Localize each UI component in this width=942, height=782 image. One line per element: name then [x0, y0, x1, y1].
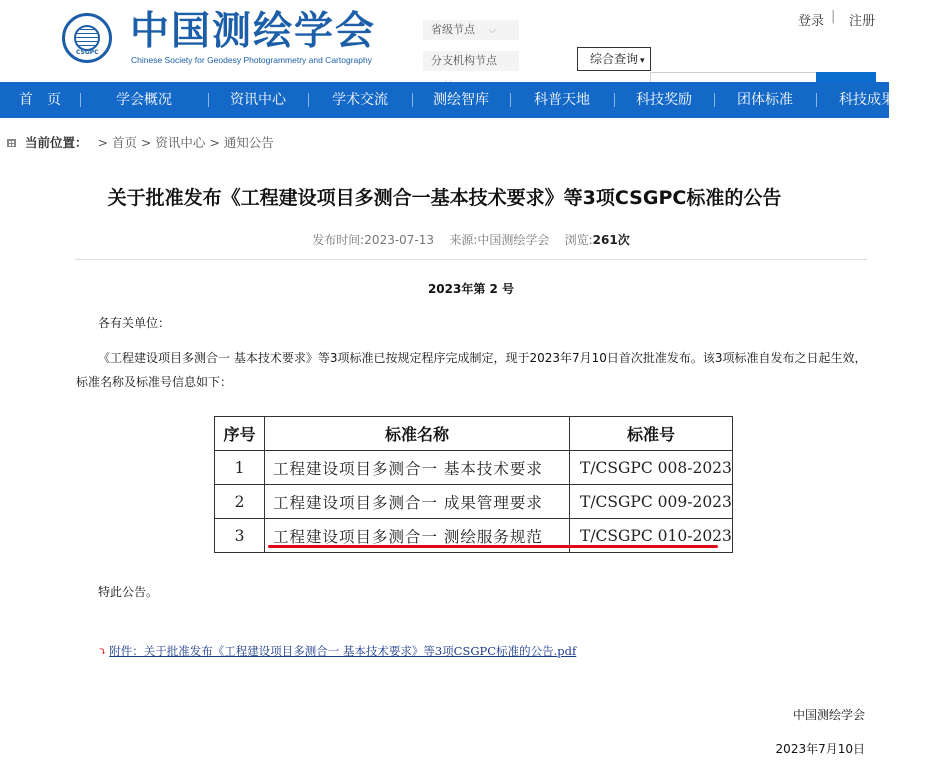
- standards-table: [214, 416, 733, 553]
- login-link[interactable]: 登录: [798, 14, 825, 29]
- branch-node-select[interactable]: [423, 51, 519, 71]
- table-cell-name: 工程建设项目多测合一 基本技术要求: [265, 451, 570, 485]
- signature-date: 2023年7月10日: [775, 742, 865, 756]
- table-cell-index: 1: [215, 451, 265, 485]
- red-highlight-underline: [268, 545, 718, 548]
- article-source: 来源:中国测绘学会: [449, 233, 550, 247]
- salutation: 各有关单位：: [98, 316, 171, 330]
- table-header-index: 序号: [215, 417, 265, 451]
- nav-item-news[interactable]: 资讯中心: [208, 82, 308, 118]
- table-cell-name: 工程建设项目多测合一 成果管理要求: [265, 485, 570, 519]
- table-cell-code: T/CSGPC 010-2023: [570, 519, 733, 553]
- nav-item-awards[interactable]: 科技奖励: [614, 82, 714, 118]
- divider: [75, 259, 867, 260]
- chevron-down-icon: ▾: [640, 56, 645, 66]
- nav-item-achievements[interactable]: 科技成果: [816, 82, 889, 118]
- nav-item-about[interactable]: 学会概况: [80, 82, 208, 118]
- site-header: [0, 0, 889, 82]
- site-title[interactable]: 中国测绘学会: [130, 9, 377, 54]
- table-header-name: 标准名称: [265, 417, 570, 451]
- table-row: [215, 485, 733, 519]
- table-cell-index: 3: [215, 519, 265, 553]
- nav-item-standards[interactable]: 团体标准: [714, 82, 816, 118]
- query-type-label: 综合查询: [590, 52, 639, 66]
- chevron-down-icon: ⌵: [489, 26, 496, 36]
- table-cell-code: T/CSGPC 009-2023: [570, 485, 733, 519]
- query-type-select[interactable]: [577, 47, 651, 71]
- closing-text: 特此公告。: [98, 585, 159, 599]
- site-subtitle: Chinese Society for Geodesy Photogrammetry and Cartography: [131, 55, 372, 65]
- branch-node-label: 分支机构节点: [431, 54, 497, 67]
- body-paragraph: 《工程建设项目多测合一 基本技术要求》等3项标准已按规定程序完成制定，现于2023年7月10日首次批准发布。该3项标准自发布之日起生效，标准名称及标准号信息如下：: [76, 351, 867, 389]
- table-row: [215, 451, 733, 485]
- table-cell-name: 工程建设项目多测合一 测绘服务规范: [265, 519, 570, 553]
- document-number: 2023年第 2 号: [427, 282, 515, 296]
- page-title: 关于批准发布《工程建设项目多测合一基本技术要求》等3项CSGPC标准的公告: [107, 187, 782, 209]
- society-emblem-icon[interactable]: [62, 13, 112, 63]
- table-cell-code: T/CSGPC 008-2023: [570, 451, 733, 485]
- table-header-row: [215, 417, 733, 451]
- table-header-code: 标准号: [570, 417, 733, 451]
- publish-time: 发布时间:2023-07-13: [312, 233, 435, 247]
- attachment-link[interactable]: [98, 643, 576, 659]
- pdf-file-icon: ⤵: [98, 645, 108, 658]
- views-count: 261次: [592, 233, 630, 247]
- emblem-text: CSGPC: [76, 49, 99, 56]
- header-separator: |: [831, 9, 836, 24]
- attachment-label: 附件：关于批准发布《工程建设项目多测合一 基本技术要求》等3项CSGPC标准的公告.pdf: [109, 644, 577, 658]
- nav-item-academic[interactable]: 学术交流: [308, 82, 412, 118]
- home-icon: [6, 137, 17, 148]
- breadcrumb: [6, 133, 274, 151]
- breadcrumb-path[interactable]: > 首页 > 资讯中心 > 通知公告: [97, 135, 274, 150]
- nav-item-science[interactable]: 科普天地: [510, 82, 614, 118]
- article-meta: [0, 231, 942, 248]
- table-cell-index: 2: [215, 485, 265, 519]
- province-node-select[interactable]: [423, 20, 519, 40]
- nav-item-home[interactable]: 首 页: [19, 92, 61, 108]
- register-link[interactable]: 注册: [849, 14, 876, 29]
- province-node-label: 省级节点: [431, 23, 475, 36]
- main-nav: [0, 82, 895, 118]
- nav-item-thinktank[interactable]: 测绘智库: [412, 82, 510, 118]
- breadcrumb-label: 当前位置：: [25, 135, 88, 150]
- views-label: 浏览:: [564, 233, 593, 247]
- signature-organization: 中国测绘学会: [792, 708, 865, 722]
